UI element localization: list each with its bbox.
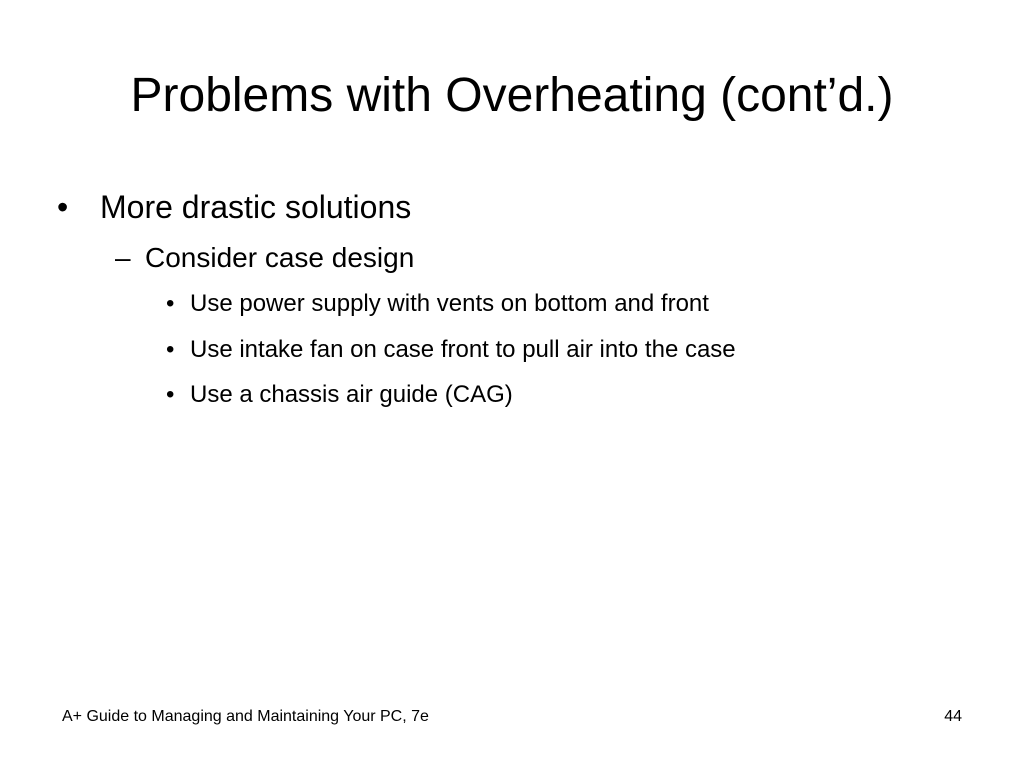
- bullet-marker: •: [166, 290, 175, 317]
- bullet-level-3: [166, 336, 736, 363]
- dash-marker: –: [115, 242, 131, 273]
- bullet-level-1: [57, 189, 412, 225]
- bullet-marker: •: [166, 336, 175, 363]
- bullet-text: More drastic solutions: [100, 189, 412, 225]
- bullet-text: Use a chassis air guide (CAG): [190, 381, 513, 408]
- slide-title: Problems with Overheating (cont’d.): [130, 69, 894, 122]
- bullet-text: Consider case design: [145, 242, 415, 273]
- bullet-marker: •: [57, 189, 69, 225]
- bullet-text: Use intake fan on case front to pull air into the case: [190, 336, 736, 363]
- bullet-level-3: [166, 381, 513, 408]
- bullet-level-2: [115, 242, 415, 273]
- footer-book-title: A+ Guide to Managing and Maintaining Your PC, 7e: [62, 708, 429, 725]
- bullet-text: Use power supply with vents on bottom and front: [190, 290, 709, 317]
- bullet-level-3: [166, 290, 709, 317]
- bullet-marker: •: [166, 381, 175, 408]
- footer-page-number: 44: [944, 708, 962, 725]
